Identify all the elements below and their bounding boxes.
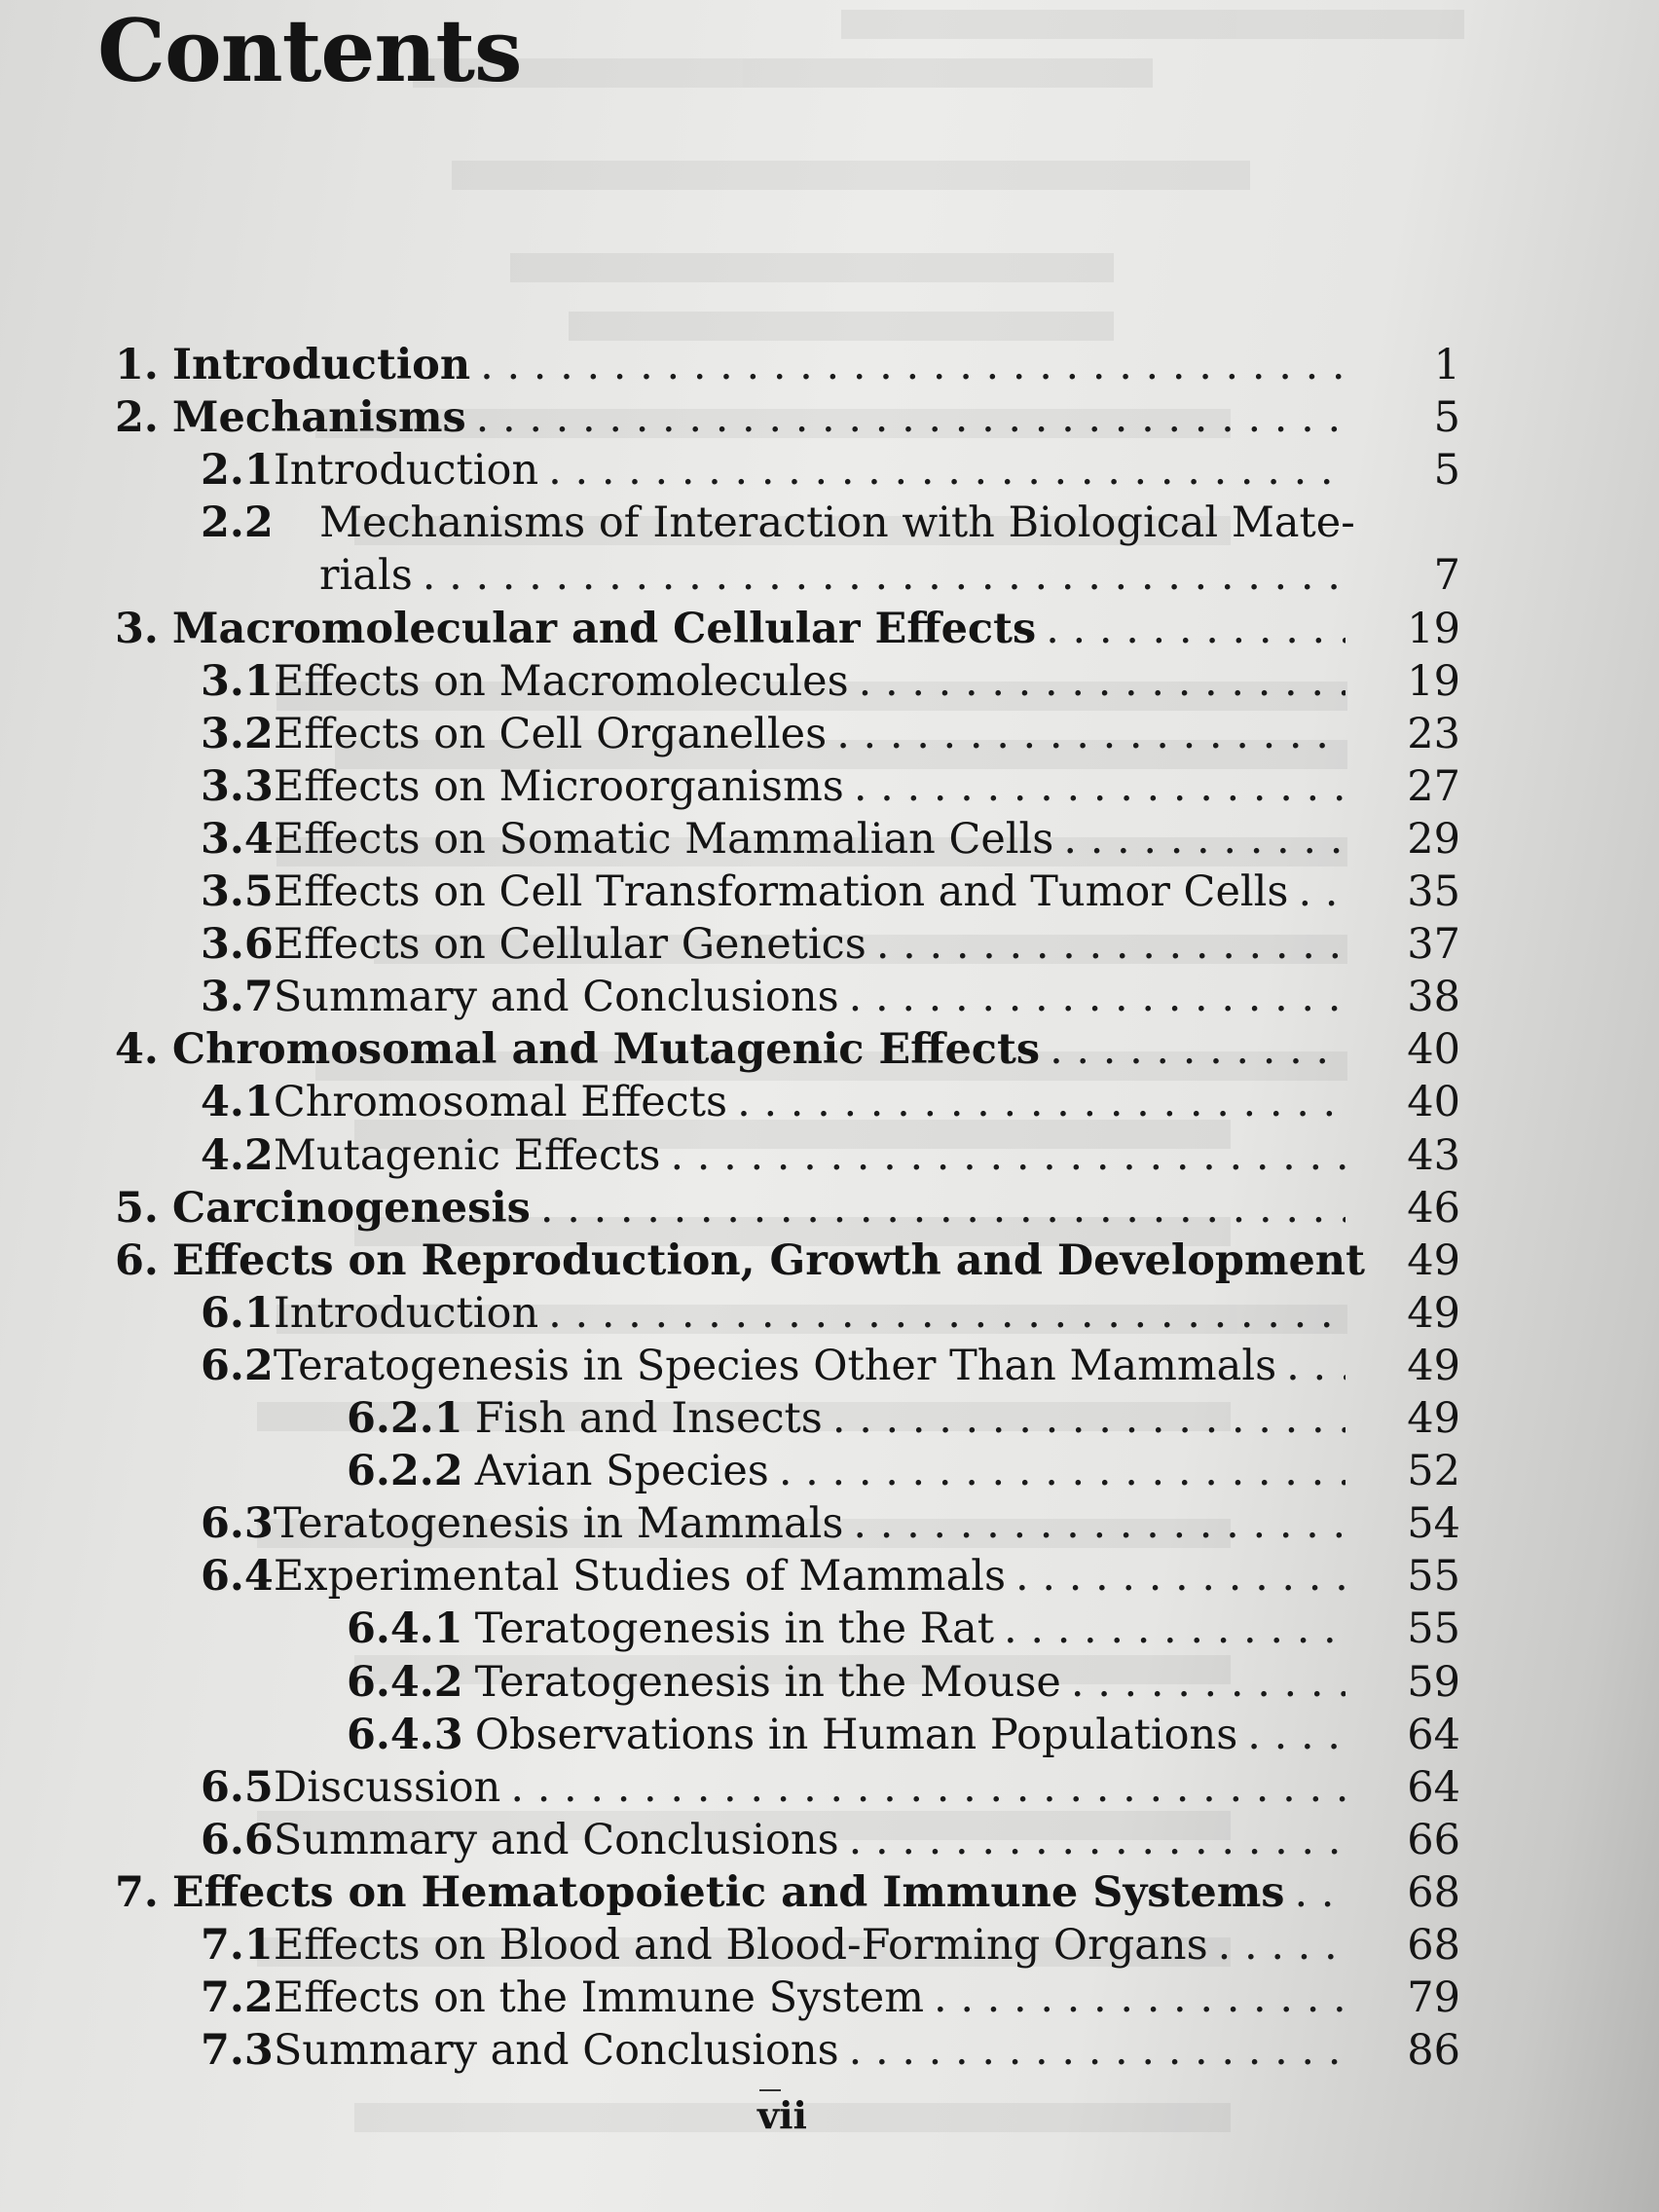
- toc-entry-page: 7: [1433, 551, 1460, 600]
- toc-entry[interactable]: [0, 813, 1460, 866]
- toc-entry-page: 52: [1407, 1447, 1460, 1495]
- toc-entry-title: Effects on Microorganisms: [273, 762, 844, 811]
- toc-entry-number: 3.1: [201, 657, 274, 706]
- toc-entry[interactable]: [0, 391, 1460, 444]
- toc-entry-title: Teratogenesis in the Rat: [474, 1604, 995, 1653]
- toc-entry-number: 6.3: [201, 1499, 274, 1548]
- dot-leader: [1218, 1919, 1346, 1972]
- dot-leader: [854, 760, 1346, 813]
- toc-entry-number: 6.5: [201, 1763, 274, 1812]
- toc-entry-title: Teratogenesis in Mammals: [273, 1499, 844, 1548]
- toc-entry-title: Mechanisms of Interaction with Biological Mate-: [319, 498, 1355, 547]
- toc-entry-number: 7.3: [201, 2026, 274, 2075]
- dot-leader: [832, 1392, 1346, 1445]
- toc-entry[interactable]: [0, 1866, 1460, 1919]
- toc-entry-number: 6.1: [201, 1289, 274, 1338]
- toc-entry-page: 55: [1407, 1552, 1460, 1601]
- dot-leader: [1015, 1550, 1346, 1603]
- dot-leader: [849, 971, 1346, 1023]
- toc-entry[interactable]: [0, 497, 1363, 549]
- toc-entry[interactable]: [0, 708, 1460, 760]
- toc-entry-number: 1.: [115, 341, 159, 389]
- toc-entry-title: Introduction: [273, 1289, 539, 1338]
- toc-entry-page: 55: [1407, 1604, 1460, 1653]
- toc-entry-number: 2.1: [201, 446, 274, 495]
- toc-entry-page: 59: [1407, 1658, 1460, 1707]
- toc-entry-title: Effects on Hematopoietic and Immune Systems: [171, 1868, 1285, 1917]
- dot-leader: [849, 2024, 1346, 2077]
- dot-leader: [859, 655, 1346, 708]
- toc-entry-number: 4.2: [201, 1131, 274, 1180]
- toc-entry[interactable]: [0, 603, 1460, 655]
- toc-entry-number: 5.: [115, 1184, 159, 1233]
- toc-entry-title-continued: rials: [319, 551, 413, 600]
- toc-entry[interactable]: [0, 1550, 1460, 1603]
- toc-entry-number: 3.3: [201, 762, 274, 811]
- toc-entry-number: 6.2.2: [347, 1447, 463, 1495]
- toc-entry[interactable]: [0, 1023, 1460, 1076]
- toc-entry-title: Effects on Blood and Blood-Forming Organs: [273, 1921, 1208, 1970]
- toc-entry-page: 79: [1407, 1973, 1460, 2022]
- toc-entry[interactable]: [0, 1392, 1460, 1445]
- toc-entry-title: Effects on Reproduction, Growth and Development: [171, 1236, 1365, 1285]
- dot-leader: [1294, 1866, 1346, 1919]
- toc-entry-number: 2.2: [201, 498, 274, 547]
- toc-entry-page: 46: [1407, 1184, 1460, 1233]
- toc-entry-number: 7.1: [201, 1921, 274, 1970]
- toc-entry-number: 6.4.2: [347, 1658, 463, 1707]
- toc-entry-title: Effects on Cell Transformation and Tumor Cells: [273, 867, 1289, 916]
- toc-entry-page: 86: [1407, 2026, 1460, 2075]
- toc-entry-number: 3.6: [201, 920, 274, 969]
- dot-leader: [1071, 1656, 1346, 1709]
- toc-entry-number: 3.5: [201, 867, 274, 916]
- toc-entry-title: Summary and Conclusions: [273, 2026, 839, 2075]
- toc-entry[interactable]: [0, 1340, 1460, 1392]
- toc-entry[interactable]: [0, 1182, 1460, 1235]
- toc-entry-number: 3.7: [201, 973, 274, 1021]
- dot-leader: [540, 1182, 1346, 1235]
- toc-entry-title: Effects on Cellular Genetics: [273, 920, 866, 969]
- toc-entry-number: 6.4: [201, 1552, 274, 1601]
- toc-entry-title: Introduction: [171, 341, 471, 389]
- toc-entry-page: 38: [1407, 973, 1460, 1021]
- toc-entry-page: 68: [1407, 1868, 1460, 1917]
- toc-entry[interactable]: [0, 866, 1460, 918]
- toc-entry-title: Effects on the Immune System: [273, 1973, 924, 2022]
- dot-leader: [1050, 1023, 1346, 1076]
- toc-entry[interactable]: [0, 1919, 1460, 1972]
- dot-leader: [934, 1972, 1346, 2024]
- toc-entry[interactable]: [0, 2024, 1460, 2077]
- toc-entry-title: Observations in Human Populations: [474, 1711, 1238, 1759]
- toc-entry-page: 23: [1407, 710, 1460, 758]
- toc-entry[interactable]: [0, 760, 1460, 813]
- toc-entry-title: Experimental Studies of Mammals: [273, 1552, 1007, 1601]
- toc-entry-title: Effects on Cell Organelles: [273, 710, 828, 758]
- toc-entry-number: 4.1: [201, 1078, 274, 1126]
- dot-leader: [480, 339, 1346, 391]
- toc-entry-page: 49: [1407, 1394, 1460, 1443]
- toc-entry[interactable]: [0, 1076, 1460, 1128]
- toc-entry-page: 49: [1407, 1289, 1460, 1338]
- toc-entry[interactable]: [0, 444, 1460, 497]
- toc-entry-title: Discussion: [273, 1763, 501, 1812]
- dot-leader: [1063, 813, 1346, 866]
- dot-leader: [1286, 1340, 1346, 1392]
- toc-entry[interactable]: [0, 339, 1460, 391]
- toc-entry[interactable]: [0, 971, 1460, 1023]
- dot-leader: [1004, 1603, 1346, 1655]
- toc-entry-number: 3.4: [201, 815, 274, 864]
- folio-rule: [759, 2089, 781, 2091]
- dot-leader: [548, 444, 1346, 497]
- toc-entry-title: Summary and Conclusions: [273, 1816, 839, 1864]
- toc-entry[interactable]: [0, 1814, 1460, 1866]
- dot-leader: [836, 708, 1346, 760]
- toc-entry-title: Chromosomal Effects: [273, 1078, 728, 1126]
- dot-leader: [548, 1287, 1346, 1340]
- toc-entry-title: Teratogenesis in Species Other Than Mammals: [273, 1342, 1277, 1390]
- toc-entry-page: 5: [1433, 393, 1460, 442]
- dot-leader: [853, 1497, 1346, 1550]
- toc-entry-number: 6.6: [201, 1816, 274, 1864]
- toc-entry-title: Summary and Conclusions: [273, 973, 839, 1021]
- dot-leader: [476, 391, 1346, 444]
- toc-entry[interactable]: [0, 1235, 1460, 1287]
- toc-entry-number: 6.2.1: [347, 1394, 463, 1443]
- toc-entry-number: 3.: [115, 605, 159, 653]
- toc-entry-title: Carcinogenesis: [171, 1184, 531, 1233]
- dot-leader: [849, 1814, 1346, 1866]
- toc-entry-page: 54: [1407, 1499, 1460, 1548]
- toc-entry-page: 43: [1407, 1131, 1460, 1180]
- toc-entry-page: 29: [1407, 815, 1460, 864]
- toc-entry-page: 49: [1407, 1236, 1460, 1285]
- dot-leader: [876, 918, 1346, 971]
- toc-entry-title: Introduction: [273, 446, 539, 495]
- toc-entry[interactable]: [0, 918, 1460, 971]
- toc-entry[interactable]: [0, 1761, 1460, 1814]
- toc-entry-continuation[interactable]: [0, 549, 1460, 602]
- toc-entry[interactable]: [0, 1445, 1460, 1497]
- toc-entry-title: Effects on Somatic Mammalian Cells: [273, 815, 1054, 864]
- toc-entry[interactable]: [0, 1603, 1460, 1655]
- toc-entry-title: Fish and Insects: [474, 1394, 823, 1443]
- toc-entry-page: 1: [1433, 341, 1460, 389]
- toc-entry[interactable]: [0, 1497, 1460, 1550]
- toc-entry-page: 49: [1407, 1342, 1460, 1390]
- toc-entry[interactable]: [0, 1129, 1460, 1182]
- toc-entry[interactable]: [0, 1972, 1460, 2024]
- dot-leader: [737, 1076, 1346, 1128]
- dot-leader: [1046, 603, 1346, 655]
- toc-entry-title: Avian Species: [474, 1447, 769, 1495]
- toc-entry[interactable]: [0, 655, 1460, 708]
- toc-entry-page: 35: [1407, 867, 1460, 916]
- toc-entry-number: 6.2: [201, 1342, 274, 1390]
- toc-entry-number: 6.4.3: [347, 1711, 463, 1759]
- toc-entry-page: 19: [1407, 605, 1460, 653]
- toc-entry-title: Teratogenesis in the Mouse: [474, 1658, 1061, 1707]
- toc-entry-page: 27: [1407, 762, 1460, 811]
- toc-entry-page: 66: [1407, 1816, 1460, 1864]
- toc-entry-number: 7.: [115, 1868, 159, 1917]
- toc-entry[interactable]: [0, 1656, 1460, 1709]
- dot-leader: [670, 1129, 1346, 1182]
- toc-entry-title: Mechanisms: [171, 393, 466, 442]
- dot-leader: [423, 549, 1346, 602]
- toc-entry-page: 64: [1407, 1711, 1460, 1759]
- toc-entry-number: 4.: [115, 1025, 159, 1074]
- dot-leader: [779, 1445, 1346, 1497]
- toc-entry-page: 40: [1407, 1078, 1460, 1126]
- toc-entry-title: Effects on Macromolecules: [273, 657, 849, 706]
- toc-entry-page: 5: [1433, 446, 1460, 495]
- toc-entry-title: Chromosomal and Mutagenic Effects: [171, 1025, 1041, 1074]
- page-title: Contents: [97, 0, 522, 101]
- toc-entry-page: 40: [1407, 1025, 1460, 1074]
- dot-leader: [510, 1761, 1346, 1814]
- toc-entry-title: Macromolecular and Cellular Effects: [171, 605, 1037, 653]
- page-folio: vii: [757, 2093, 807, 2137]
- dot-leader: [1298, 866, 1346, 918]
- toc-entry-page: 64: [1407, 1763, 1460, 1812]
- toc-entry-page: 19: [1407, 657, 1460, 706]
- toc-entry-title: Mutagenic Effects: [273, 1131, 661, 1180]
- toc-entry-number: 7.2: [201, 1973, 274, 2022]
- toc-entry[interactable]: [0, 1709, 1460, 1761]
- dot-leader: [1247, 1709, 1346, 1761]
- toc-entry-number: 2.: [115, 393, 159, 442]
- toc-entry-number: 6.: [115, 1236, 159, 1285]
- toc-entry-number: 6.4.1: [347, 1604, 463, 1653]
- toc-entry-page: 68: [1407, 1921, 1460, 1970]
- toc-entry[interactable]: [0, 1287, 1460, 1340]
- toc-entry-number: 3.2: [201, 710, 274, 758]
- toc-entry-page: 37: [1407, 920, 1460, 969]
